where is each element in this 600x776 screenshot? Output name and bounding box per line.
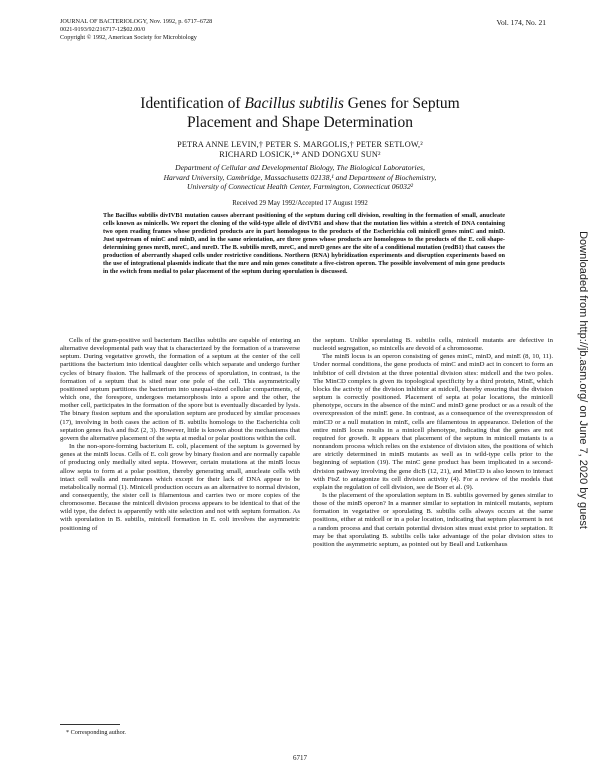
title-line-2: Placement and Shape Determination — [187, 114, 413, 131]
left-column — [60, 337, 300, 533]
paragraph: The minB locus is an operon consisting of genes minC, minD, and minE (8, 10, 11). Under normal conditions, the gene products of minC and minD act in concert to form an inhibitor of cell division at the three potential division sites: midcell and the two poles. The MinCD complex is given its topological specificity by a third protein, MinE, which blocks the activity of the division inhibitor at midcell, thereby ensuring that the division septum is correctly positioned. Placement of septa at polar locations, the minicell phenotype, occurs in the absence of the minC and minD gene product or as a result of the overexpression of the minE gene. In contrast, as a consequence of the overexpression of minCD or a null mutation in minE, cells are filamentous in appearance. Deletion of the entire minB locus results in a minicell phenotype, indicating that the genes are not required for growth. It appears that placement of the septum in minicell mutants is a nonrandom process which relies on the existence of division sites, the positions of which are strictly determined in minB mutants as well as in wild-type cells prior to the beginning of septation (19). The minC gene product has been implicated in a second-division pathway involving the gene dicB (12, 21), and MinCD is also known to interact with FtsZ to antagonize its cell division activity (4). For a review of the models that explain the regulation of cell division, see de Boer et al. (9). — [313, 353, 553, 491]
authors — [60, 140, 540, 160]
abstract: The Bacillus subtilis divIVB1 mutation causes aberrant positioning of the septum during cell division, resulting in the formation of small, anucleate cells known as minicells. We report the cloning of the wild-type allele of divIVB1 and show that the mutation lies within a stretch of DNA containing two open reading frames whose predicted products are in part homologous to the products of the Escherichia coli minicell genes minC and minD. Just upstream of minC and minD, and in the same orientation, are three genes whose products are homologous to the products of the E. coli shape-determining genes mreB, mreC, and mreD. The B. subtilis mreB, mreC, and mreD genes are the site of a conditional mutation (rodB1) that causes the production of aberrantly shaped cells under restrictive conditions. Northern (RNA) hybridization experiments and disruption experiments based on the use of integrational plasmids indicate that the mre and min genes constitute a five-cistron operon. The possible involvement of min gene products in the switch from medial to polar placement of the septum during sporulation is discussed. — [103, 212, 505, 276]
paragraph: In the non-spore-forming bacterium E. coli, placement of the septum is governed by genes at the minB locus. Cells of E. coli grow by binary fission and are normally capable of producing only medially sited septa. However, certain mutations at the minB locus allow septa to form at a polar position, thereby generating small, anucleate cells with intact cell walls and membranes which except for their lack of DNA appear to be metabolically normal (1). Minicell production occurs as an alternative to normal division, and consequently, the sister cell is filamentous and carries two or more copies of the chromosome. Because the minicell division process appears to be identical to that of the wild type, the defect is apparently with site selection and not with septum formation. As with sporulation in B. subtilis, minicell formation in E. coli involves the asymmetric positioning of — [60, 443, 300, 532]
paragraph: the septum. Unlike sporulating B. subtilis cells, minicell mutants are defective in nucleoid segregation, so minicells are devoid of a chromosome. — [313, 337, 553, 353]
issn-line: 0021-9193/92/216717-12$02.00/0 — [60, 26, 146, 33]
paragraph: Cells of the gram-positive soil bacterium Bacillus subtilis are capable of entering an alternative developmental path way that is characterized by the formation of a transverse septum. During vegetative growth, the formation of a septum at the center of the cell partitions the bacterium into identical daughter cells which separate and undergo further cycles of binary fission. The hallmark of the process of sporulation, in contrast, is the formation of a septum that is sited near one pole of the cell. This asymmetrically positioned septum partitions the bacterium into unequal-sized cellular compartments, of which one, the forespore, undergoes metamorphosis into a spore and the other, the mother cell, participates in the formation of the spore but is eventually discarded by lysis. The binary fission septum and the sporulation septum are produced by similar processes (17), involving in both cases the action of B. subtilis homologs to the Escherichia coli septation genes ftsA and ftsZ (2, 3). However, little is known about the mechanisms that govern the alternative placement of the septa at medial or polar positions within the cell. — [60, 337, 300, 442]
authors-line-2: RICHARD LOSICK,¹* AND DONGXU SUN² — [219, 150, 381, 159]
article-title — [60, 94, 540, 132]
title-line-1: Identification of Bacillus subtilis Genes for Septum — [140, 95, 460, 112]
volume-info: Vol. 174, No. 21 — [496, 18, 546, 27]
paragraph: Is the placement of the sporulation septum in B. subtilis governed by genes similar to those of the minB operon? In a manner similar to septation in minicell mutants, septum formation in vegetative or sporulating B. subtilis cells always occurs at the same positions, either at midcell or in a polar location, indicating that septum placement is not a random process and that certain potential division sites must exist prior to septation. It may be that sporulating B. subtilis cells take advantage of the polar division sites to position the asymmetric septum, as pointed out by Beall and Lutkenhaus — [313, 491, 553, 548]
page-number: 6717 — [293, 754, 307, 762]
affiliation-line-3: University of Connecticut Health Center, Farmington, Connecticut 06032² — [186, 182, 414, 192]
copyright-line: Copyright © 1992, American Society for Microbiology — [60, 34, 197, 41]
right-column — [313, 337, 553, 549]
authors-line-1: PETRA ANNE LEVIN,† PETER S. MARGOLIS,† PETER SETLOW,² — [177, 140, 423, 149]
received-dates: Received 29 May 1992/Accepted 17 August 1992 — [232, 200, 368, 207]
affiliation-line-1: Department of Cellular and Developmental Biology, The Biological Laboratories, — [175, 163, 425, 172]
download-notice[interactable]: Downloaded from http://jb.asm.org/ on June 7, 2020 by guest — [577, 231, 589, 529]
affiliation-line-2: Harvard University, Cambridge, Massachusetts 02138,¹ and Department of Biochemistry, — [163, 172, 437, 182]
footnote: * Corresponding author. — [66, 729, 126, 736]
footnote-rule — [60, 724, 120, 725]
affiliation — [60, 163, 540, 192]
title-italic: Bacillus subtilis — [244, 95, 344, 112]
journal-line: JOURNAL OF BACTERIOLOGY, Nov. 1992, p. 6717–6728 — [60, 18, 213, 25]
